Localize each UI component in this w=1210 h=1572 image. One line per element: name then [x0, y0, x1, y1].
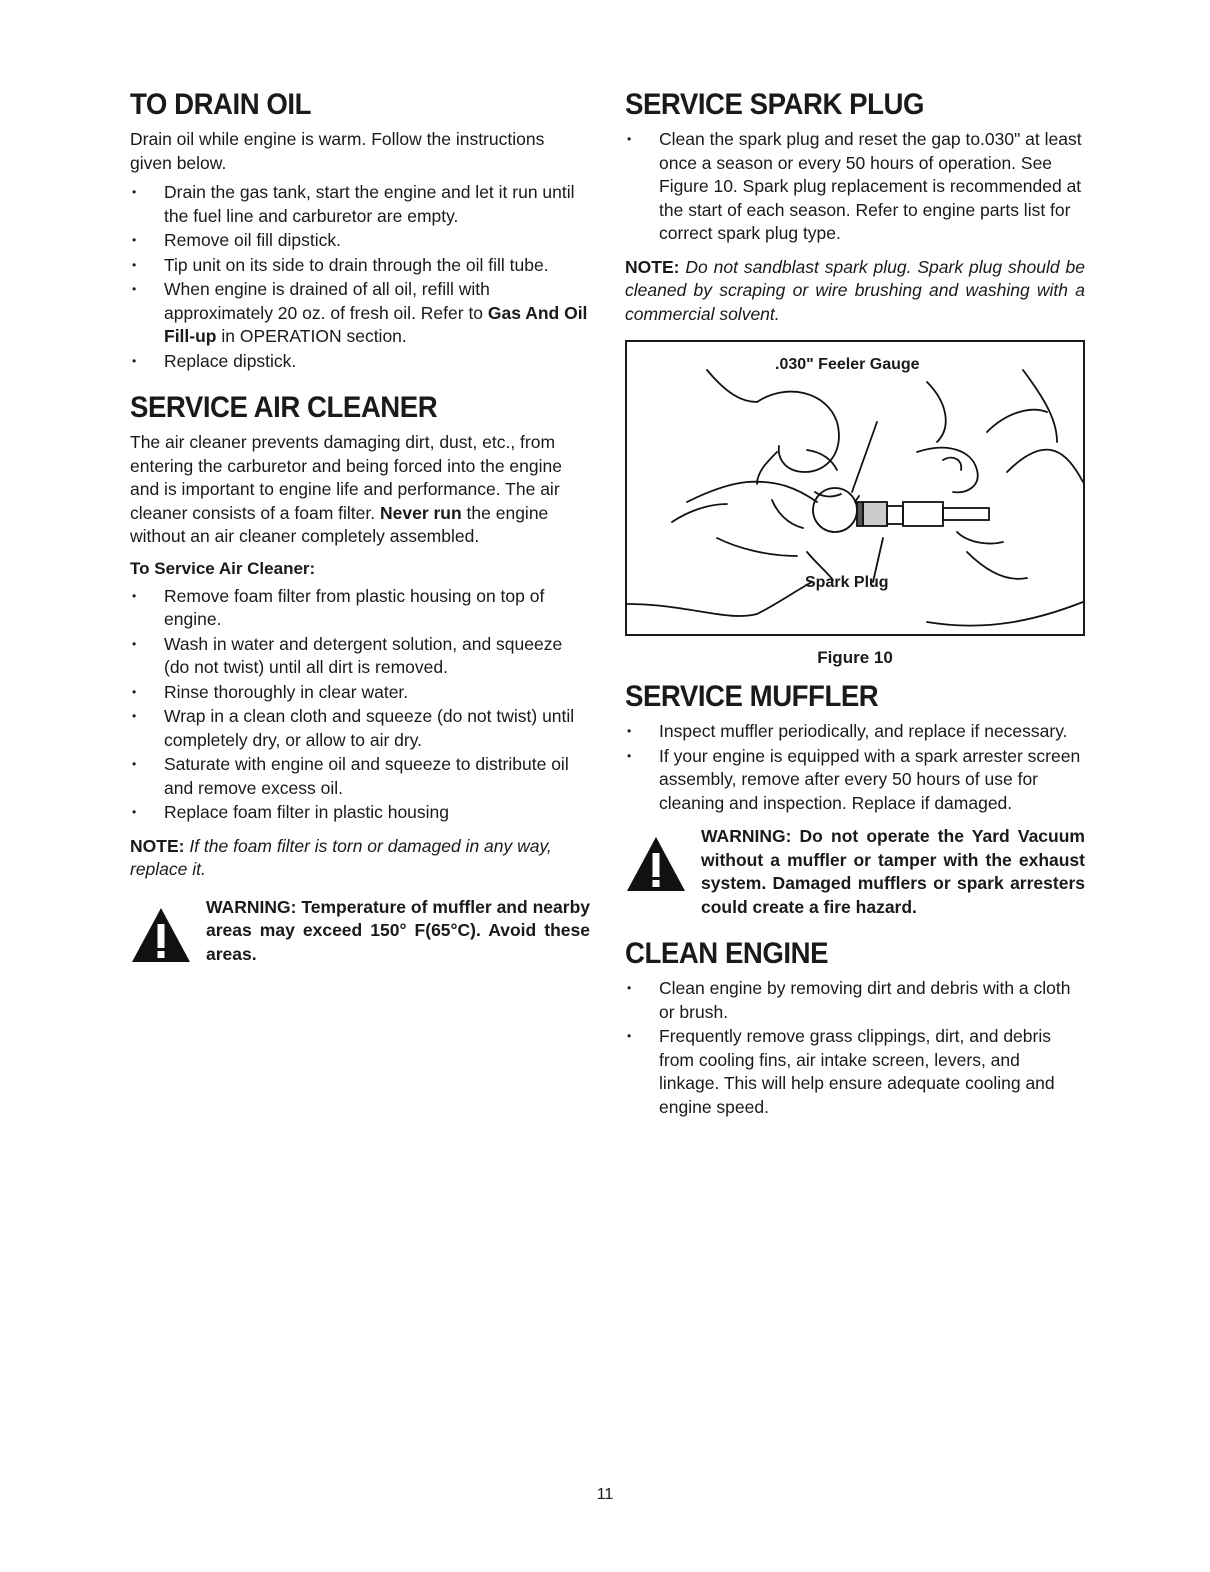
list-item	[130, 278, 590, 349]
list-item: • Replace dipstick.	[130, 350, 590, 374]
list-item: • Clean engine by removing dirt and debris with a cloth or brush.	[625, 977, 1085, 1024]
list-item: • Remove oil fill dipstick.	[130, 229, 590, 253]
figure-caption: Figure 10	[817, 648, 893, 667]
spark-plug-label: Spark Plug	[805, 574, 889, 591]
list-item: • Frequently remove grass clippings, dirt, and debris from cooling fins, air intake screen, levers, and linkage. This will help ensure adequate cooling and engine speed.	[625, 1025, 1085, 1119]
spark-plug-heading: SERVICE SPARK PLUG	[625, 88, 924, 121]
right-column	[625, 88, 1085, 1129]
spark-plug-list	[625, 128, 1085, 246]
muffler-tamper-warning	[625, 825, 1085, 919]
air-cleaner-text: The air cleaner prevents damaging dirt, dust, etc., from entering the carburetor and being forced into the engine and is important to engine life and performance. The air cleaner consists of a foam filter.	[130, 432, 562, 523]
never-run-text: Never run	[379, 502, 462, 523]
muffler-list	[625, 720, 1085, 815]
refill-text: When engine is drained of all oil, refill with approximately 20 oz. of fresh oil. Refer to	[164, 279, 490, 323]
air-cleaner-text-end: the engine without an air cleaner completely assembled.	[130, 502, 549, 546]
clean-engine-list	[625, 977, 1085, 1119]
operation-ref-text: in OPERATION section.	[216, 326, 407, 346]
list-item: • Wash in water and detergent solution, and squeeze (do not twist) until all dirt is removed.	[130, 633, 590, 680]
muffler-temperature-warning	[130, 896, 590, 969]
list-item: • Saturate with engine oil and squeeze to distribute oil and remove excess oil.	[130, 753, 590, 800]
note-label: NOTE:	[625, 256, 680, 277]
drain-oil-heading: TO DRAIN OIL	[130, 88, 312, 121]
note-label: NOTE:	[130, 835, 185, 856]
warning-triangle-icon	[130, 906, 206, 969]
drain-oil-list	[130, 181, 590, 373]
feeler-gauge-label: .030" Feeler Gauge	[775, 356, 920, 373]
list-item: • Remove foam filter from plastic housing on top of engine.	[130, 585, 590, 632]
air-cleaner-list	[130, 585, 590, 825]
list-item: • Wrap in a clean cloth and squeeze (do not twist) until completely dry, or allow to air dry.	[130, 705, 590, 752]
list-item: • If your engine is equipped with a spark arrester screen assembly, remove after every 50 hours of use for cleaning and inspection. Replace if damaged.	[625, 745, 1085, 816]
spark-plug-note	[625, 256, 1085, 327]
air-cleaner-note	[130, 835, 590, 882]
drain-oil-intro: Drain oil while engine is warm. Follow the instructions given below.	[130, 129, 545, 173]
list-item: • Tip unit on its side to drain through the oil fill tube.	[130, 254, 590, 278]
list-item: • Replace foam filter in plastic housing	[130, 801, 590, 825]
clean-engine-heading: CLEAN ENGINE	[625, 937, 829, 970]
list-item: • Rinse thoroughly in clear water.	[130, 681, 590, 705]
muffler-heading: SERVICE MUFFLER	[625, 680, 879, 713]
list-item: • Inspect muffler periodically, and replace if necessary.	[625, 720, 1085, 744]
list-item: • Clean the spark plug and reset the gap to.030" at least once a season or every 50 hours of operation. See Figure 10. Spark plug replacement is recommended at the start of each season. Refer to engine parts list for correct spark plug type.	[625, 128, 1085, 246]
air-cleaner-subheading: To Service Air Cleaner:	[130, 558, 316, 578]
left-column	[130, 88, 590, 969]
warning-triangle-icon	[625, 835, 701, 898]
gas-oil-fillup-ref: Gas And Oil Fill-up	[164, 302, 588, 346]
figure-10-illustration	[625, 340, 1085, 636]
warning-text: WARNING: Temperature of muffler and nearby areas may exceed 150° F(65°C). Avoid these areas.	[206, 896, 590, 964]
list-item: • Drain the gas tank, start the engine and let it run until the fuel line and carburetor are empty.	[130, 181, 590, 228]
air-cleaner-heading: SERVICE AIR CLEANER	[130, 391, 438, 424]
note-text: If the foam filter is torn or damaged in any way, replace it.	[130, 835, 552, 879]
air-cleaner-paragraph	[130, 431, 590, 549]
warning-text: WARNING: Do not operate the Yard Vacuum without a muffler or tamper with the exhaust system. Damaged mufflers or spark arresters could create a fire hazard.	[701, 826, 1085, 917]
note-text: Do not sandblast spark plug. Spark plug should be cleaned by scraping or wire brushing and washing with a commercial solvent.	[625, 256, 1085, 324]
page-number: 11	[596, 1486, 614, 1503]
